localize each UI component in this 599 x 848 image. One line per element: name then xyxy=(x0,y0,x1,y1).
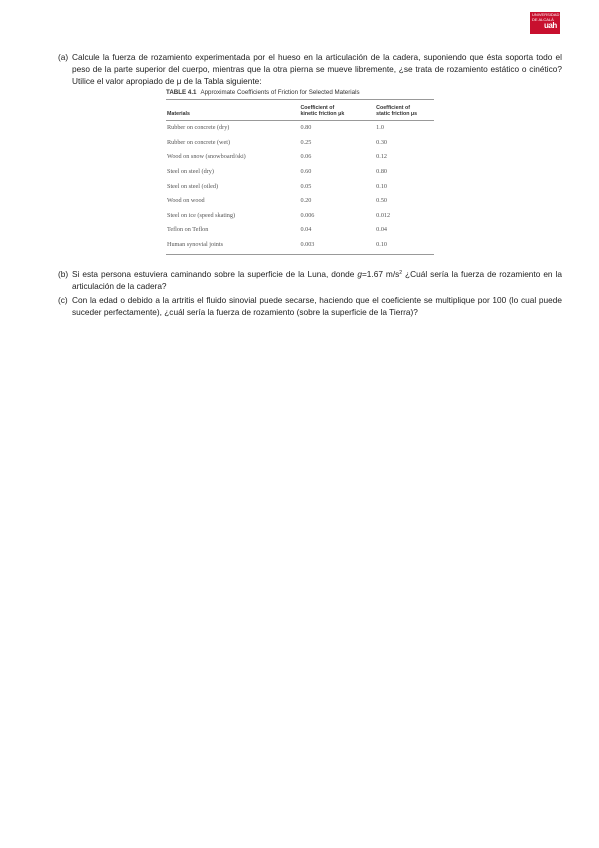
logo-line-2: DE ALCALÁ xyxy=(532,17,554,22)
table-row: Teflon on Teflon 0.04 0.04 xyxy=(167,226,387,234)
table-caption-label: TABLE 4.1 xyxy=(166,89,197,96)
table-caption xyxy=(166,89,434,96)
question-a-text: Calcule la fuerza de rozamiento experimentada por el hueso en la articulación de la cadera, suponiendo que ésta soporta todo el peso de la parte superior del cuerpo, mientras que la otra pierna se mueve libremente, ¿se trata de rozamiento estático o cinético? Utilice el valor apropiado de μ de la Tabla siguiente: xyxy=(72,52,562,86)
question-c xyxy=(58,294,562,318)
friction-table-figure xyxy=(166,89,434,255)
question-c-text: Con la edad o debido a la artritis el fluido sinovial puede secarse, haciendo que el coeficiente se multiplique por 100 (lo cual puede suceder perfectamente), ¿cuál sería la fuerza de rozamiento (sobre la superficie de la Tierra)? xyxy=(72,295,562,317)
header-static: Coefficient of static friction μs xyxy=(376,100,434,121)
table-header-row xyxy=(166,100,434,121)
question-a xyxy=(58,51,562,87)
university-logo xyxy=(530,12,560,34)
table-row: Rubber on concrete (dry) 0.80 1.0 xyxy=(167,124,384,132)
logo-mark: uah xyxy=(544,21,557,30)
header-materials: Materials xyxy=(166,100,300,121)
table-row: Human synovial joints 0.003 0.10 xyxy=(167,241,387,249)
table-row: Steel on steel (dry) 0.60 0.80 xyxy=(167,168,387,176)
table-row: Rubber on concrete (wet) 0.25 0.30 xyxy=(167,138,387,146)
table-row: Wood on wood 0.20 0.50 xyxy=(167,197,387,205)
question-b-marker: (b) xyxy=(58,269,69,279)
logo-line-1: UNIVERSIDAD xyxy=(532,12,560,17)
question-a-marker: (a) xyxy=(58,52,69,62)
table-row: Steel on ice (speed skating) 0.006 0.012 xyxy=(167,211,391,219)
table-row: Wood on snow (snowboard/ski) 0.06 0.12 xyxy=(167,153,387,161)
question-b-text: Si esta persona estuviera caminando sobre la superficie de la Luna, donde g=1.67 $m/s^2$ ¿Cuál sería la fuerza de rozamiento en la articulación de la cadera? xyxy=(72,269,562,291)
question-b xyxy=(58,268,562,292)
header-kinetic: Coefficient of kinetic friction μk xyxy=(300,100,376,121)
table-row: Steel on steel (oiled) 0.05 0.10 xyxy=(167,182,387,190)
table-caption-text: Approximate Coefficients of Friction for Selected Materials xyxy=(200,89,360,96)
table-bottom-rule xyxy=(166,254,434,255)
gravity-symbol: g xyxy=(357,269,362,279)
question-c-marker: (c) xyxy=(58,295,68,305)
friction-table xyxy=(166,99,434,252)
